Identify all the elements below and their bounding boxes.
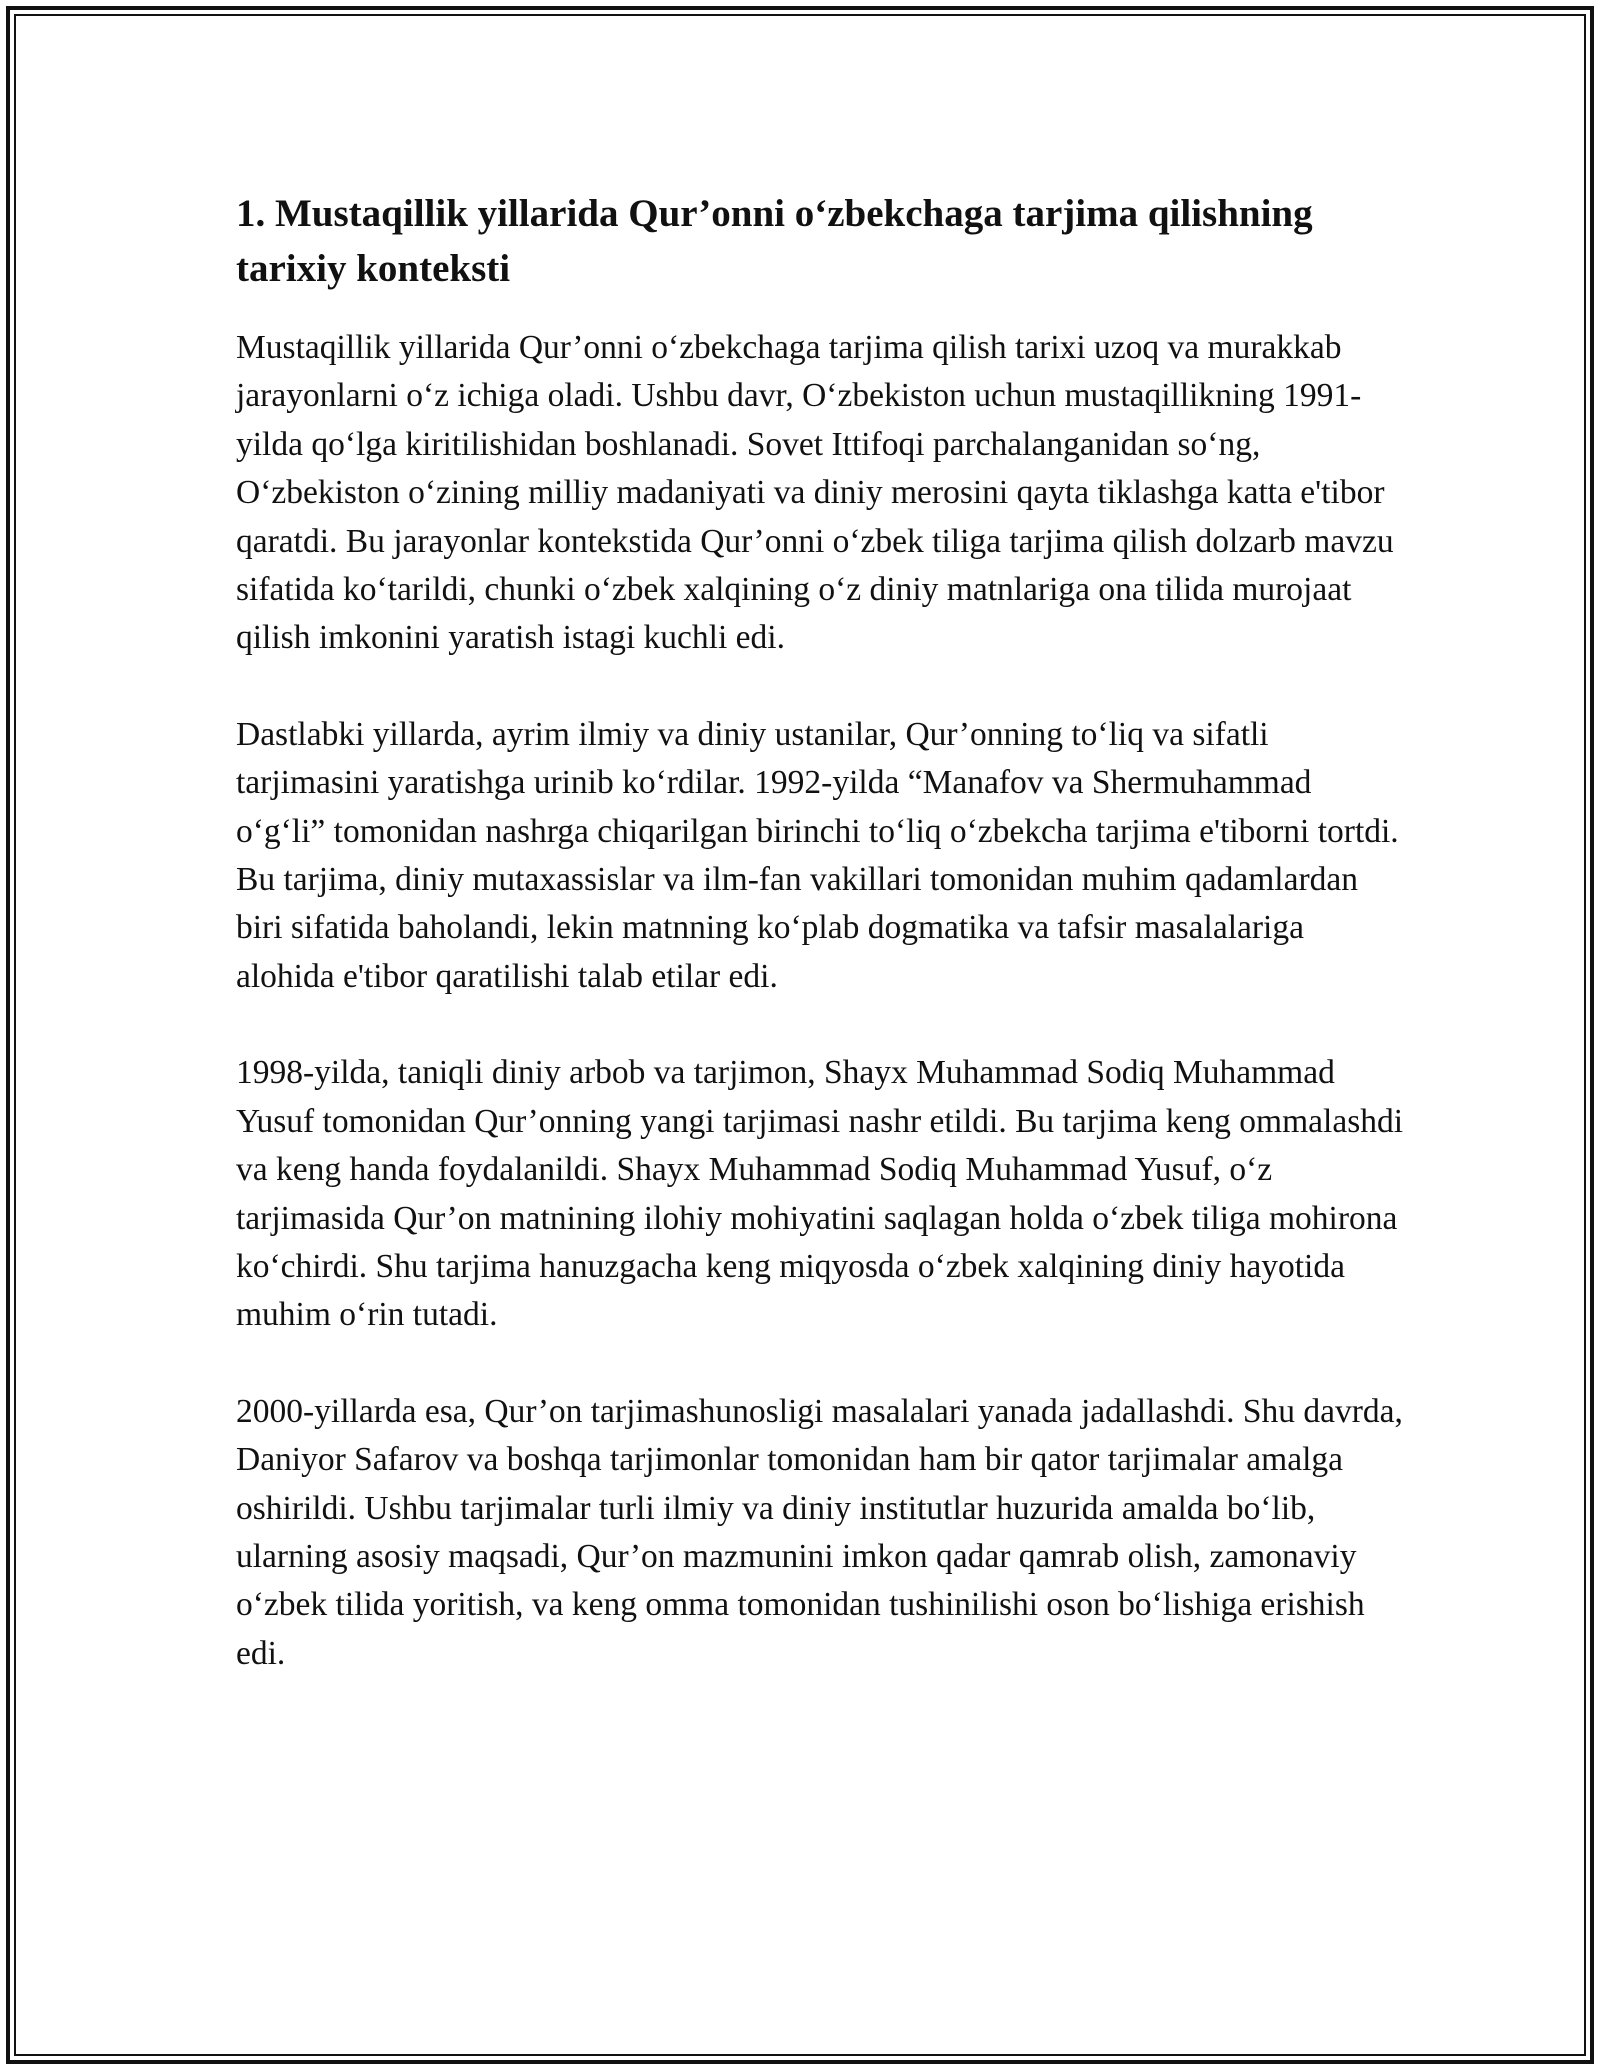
- document-body: [236, 186, 1406, 1726]
- paragraph-4: 2000-yillarda esa, Qur’on tarjimashunosligi masalalari yanada jadallashdi. Shu davrda, Daniyor Safarov va boshqa tarjimonlar tomonidan ham bir qator tarjimalar amalga oshirildi. Ushbu tarjimalar turli ilmiy va diniy institutlar huzurida amalda bo‘lib, ularning asosiy maqsadi, Qur’on mazmunini imkon qadar qamrab olish, zamonaviy o‘zbek tilida yoritish, va keng omma tomonidan tushinilishi oson bo‘lishiga erishish edi.: [236, 1392, 1403, 1672]
- paragraph-1: Mustaqillik yillarida Qur’onni o‘zbekchaga tarjima qilish tarixi uzoq va murakkab jarayonlarni o‘z ichiga oladi. Ushbu davr, O‘zbekiston uchun mustaqillikning 1991-yilda qo‘lga kiritilishidan boshlanadi. Sovet Ittifoqi parchalanganidan so‘ng, O‘zbekiston o‘zining milliy madaniyati va diniy merosini qayta tiklashga katta e'tibor qaratdi. Bu jarayonlar kontekstida Qur’onni o‘zbek tiliga tarjima qilish dolzarb mavzu sifatida ko‘tarildi, chunki o‘zbek xalqining o‘z diniy matnlariga ona tilida murojaat qilish imkonini yaratish istagi kuchli edi.: [236, 329, 1394, 657]
- paragraph-2: Dastlabki yillarda, ayrim ilmiy va diniy ustanilar, Qur’onning to‘liq va sifatli tarjimasini yaratishga urinib ko‘rdilar. 1992-yilda “Manafov va Shermuhammad o‘g‘li” tomonidan nashrga chiqarilgan birinchi to‘liq o‘zbekcha tarjima e'tiborni tortdi. Bu tarjima, diniy mutaxassislar va ilm-fan vakillari tomonidan muhim qadamlardan biri sifatida baholandi, lekin matnning ko‘plab dogmatika va tafsir masalalariga alohida e'tibor qaratilishi talab etilar edi.: [236, 715, 1399, 995]
- section-heading: 1. Mustaqillik yillarida Qur’onni o‘zbekchaga tarjima qilishning tarixiy konteksti: [236, 192, 1313, 290]
- paragraph-3: 1998-yilda, taniqli diniy arbob va tarjimon, Shayx Muhammad Sodiq Muhammad Yusuf tomonidan Qur’onning yangi tarjimasi nashr etildi. Bu tarjima keng ommalashdi va keng handa foydalanildi. Shayx Muhammad Sodiq Muhammad Yusuf, o‘z tarjimasida Qur’on matnining ilohiy mohiyatini saqlagan holda o‘zbek tiliga mohirona ko‘chirdi. Shu tarjima hanuzgacha keng miqyosda o‘zbek xalqining diniy hayotida muhim o‘rin tutadi.: [236, 1054, 1404, 1334]
